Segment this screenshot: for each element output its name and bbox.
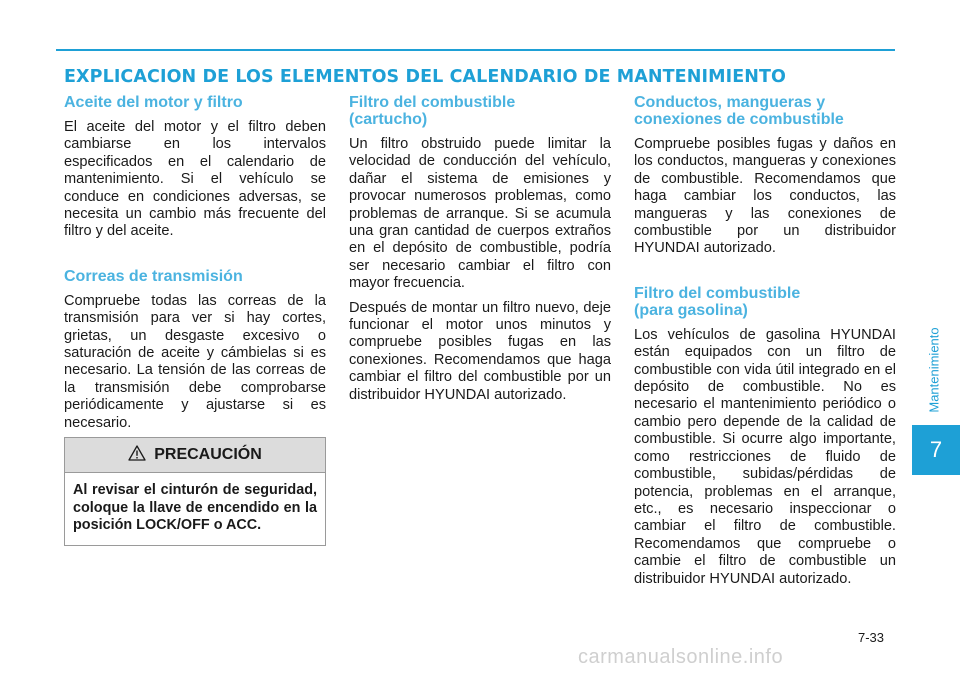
chapter-tab: 7 [912, 425, 960, 475]
column-left [64, 94, 326, 439]
page-number: 7-33 [858, 630, 885, 645]
precaution-header [65, 438, 325, 473]
watermark: carmanualsonline.info [578, 646, 784, 668]
section-heading-filtro-gasolina [634, 285, 896, 319]
heading-line: conexiones de combustible [634, 111, 844, 128]
heading-line: Filtro del combustible [634, 284, 801, 302]
heading-line: (para gasolina) [634, 301, 748, 319]
section-heading-aceite: Aceite del motor y filtro [64, 94, 243, 111]
heading-line: Conductos, mangueras y [634, 94, 826, 111]
column-middle [349, 94, 611, 411]
section-text-conductos: Compruebe posibles fugas y daños en los conductos, mangueras y conexiones de combustible. Recomendamos que haga cambiar los conductos, las mangueras y las conexiones de combustible por un distribuidor HYUNDAI autorizado. [634, 136, 896, 257]
heading-line: Filtro del combustible [349, 94, 516, 111]
page-title: EXPLICACION DE LOS ELEMENTOS DEL CALENDARIO DE MANTENIMIENTO [64, 67, 787, 87]
top-rule [56, 49, 895, 51]
precaution-title: PRECAUCIÓN [154, 446, 262, 463]
section-text-filtro-cartucho-1: Un filtro obstruido puede limitar la velocidad de conducción del vehículo, dañar el sistema de emisiones y provocar numerosos problemas, como problemas de arranque. Si se acumula una gran cantidad de cuerpos extraños en el depósito de combustible, podría ser necesario cambiar el filtro con mayor frecuencia. [349, 136, 611, 292]
section-text-aceite: El aceite del motor y el filtro deben cambiarse en los intervalos especificados en el calendario de mantenimiento. Si el vehículo se conduce en condiciones adversas, se necesita un cambio más frecuente del filtro y del aceite. [64, 119, 326, 240]
column-right [634, 94, 896, 595]
side-section-label: Mantenimiento [926, 327, 942, 413]
warning-triangle-icon [128, 445, 146, 466]
section-heading-correas: Correas de transmisión [64, 267, 243, 285]
section-text-correas: Compruebe todas las correas de la transmisión para ver si hay cortes, grietas, un desgaste excesivo o saturación de aceite y cámbielas si es necesario. La tensión de las correas de la transmisión debe comprobarse periódicamente y ajustarse si es necesario. [64, 292, 326, 431]
precaution-text: Al revisar el cinturón de seguridad, coloque la llave de encendido en la posición LOCK/OFF o ACC. [73, 482, 317, 534]
section-heading-filtro-cartucho [349, 94, 611, 128]
heading-line: (cartucho) [349, 111, 428, 128]
precaution-box [64, 437, 326, 546]
section-text-filtro-gasolina: Los vehículos de gasolina HYUNDAI están equipados con un filtro de combustible con vida útil integrado en el depósito de combustible. No es necesario el mantenimiento periódico o cambio pero depende de la calidad de combustible. Si ocurre algo importante, como restricciones de fluido de combustible, subidas/pérdidas de potencia, problemas en el arranque, etc., es necesario inspeccionar o cambiar el filtro de combustible. Recomendamos que compruebe o cambie el filtro de combustible un distribuidor HYUNDAI autorizado. [634, 326, 896, 587]
section-heading-conductos [634, 94, 896, 128]
section-text-filtro-cartucho-2: Después de montar un filtro nuevo, deje funcionar el motor unos minutos y compruebe posibles fugas en las conexiones. Recomendamos que haga cambiar el filtro del combustible por un distribuidor HYUNDAI autorizado. [349, 299, 611, 403]
